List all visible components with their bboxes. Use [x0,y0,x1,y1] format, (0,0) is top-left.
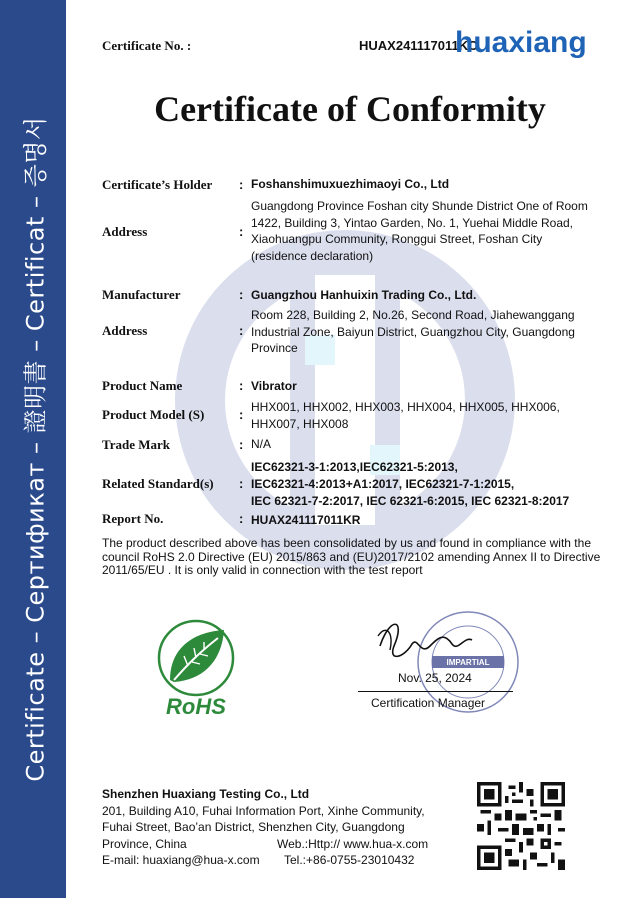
colon: : [239,177,244,192]
sidebar-multilingual-text: Certificate – Сертификат – 證明書 – Certificat – 증명서 [21,116,50,782]
colon: : [239,224,244,239]
footer-email: E-mail: huaxiang@hua-x.com [102,853,260,867]
footer-address-line1: 201, Building A10, Fuhai Information Port, Xinhe Community, [102,803,425,818]
colon: : [239,323,244,338]
compliance-statement: The product described above has been consolidated by us and found in compliance with the council RoHS 2.0 Directive (EU) 2015/863 and (EU)2017/2102 amending Annex II to Directive 2011/65/EU . It is only valid in connection with the test report [102,536,601,577]
colon: : [239,437,244,452]
trade-mark-value: N/A [251,437,272,451]
svg-text:IMPARTIAL: IMPARTIAL [446,658,490,667]
certificate-number-value: HUAX241117011KC [359,38,478,53]
footer-contact [102,786,428,869]
colon: : [239,287,244,302]
footer-company: Shenzhen Huaxiang Testing Co., Ltd [102,787,310,801]
footer-tel: Tel.:+86-0755-23010432 [284,853,415,867]
huaxiang-logo: huaxiang [455,26,587,59]
manufacturer-address-label: Address [102,323,148,338]
certificate-number [102,38,478,54]
standards-value-1: IEC62321-3-1:2013,IEC62321-5:2013, [251,460,458,474]
colon: : [239,476,244,491]
standards-value-2: IEC62321-4:2013+A1:2017, IEC62321-7-1:2015, [251,477,515,491]
report-value: HUAX241117011KR [251,513,361,527]
document-title: Certificate of Conformity [154,89,546,129]
colon: : [239,511,244,526]
rohs-logo-icon [148,618,244,718]
product-name-label: Product Name [102,378,183,393]
report-label: Report No. [102,511,164,526]
manufacturer-label: Manufacturer [102,287,181,302]
signature-line [358,691,513,692]
signature-role: Certification Manager [371,696,486,710]
product-name-value: Vibrator [251,379,297,393]
footer-web: Web.:Http:// www.hua-x.com [277,836,429,851]
rohs-logo-text: RoHS [166,694,226,718]
product-model-value: HHX001, HHX002, HHX003, HHX004, HHX005, HHX006, HHX007, HHX008 [251,400,560,431]
trade-mark-label: Trade Mark [102,437,170,452]
footer-address-line2: Fuhai Street, Bao’an District, Shenzhen City, Guangdong [102,820,405,834]
sidebar-banner [0,0,66,898]
holder-address-value: Guangdong Province Foshan city Shunde District One of Room 1422, Building 3, Yintao Garden, No. 1, Yuehai Middle Road, Xiaohuangpu Community, Ronggui Street, Foshan City (residence declaration) [251,199,588,263]
footer-province: Province, China [102,836,187,851]
product-model-label: Product Model (S) [102,407,205,422]
signature-date: Nov. 25, 2024 [398,671,472,685]
holder-address-label: Address [102,224,148,239]
standards-value-3: IEC 62321-7-2:2017, IEC 62321-6:2015, IEC 62321-8:2017 [251,494,570,508]
manufacturer-address-value: Room 228, Building 2, No.26, Second Road, Jiahewanggang Industrial Zone, Baiyun District, Guangzhou City, Guangdong Province [251,308,575,355]
holder-label: Certificate’s Holder [102,177,213,192]
colon: : [239,407,244,422]
qr-code-icon [477,782,565,870]
certificate-number-label: Certificate No. : [102,38,192,53]
standards-label: Related Standard(s) [102,476,214,491]
manufacturer-value: Guangzhou Hanhuixin Trading Co., Ltd. [251,288,477,302]
colon: : [239,378,244,393]
holder-value: Foshanshimuxuezhimaoyi Co., Ltd [251,177,450,191]
